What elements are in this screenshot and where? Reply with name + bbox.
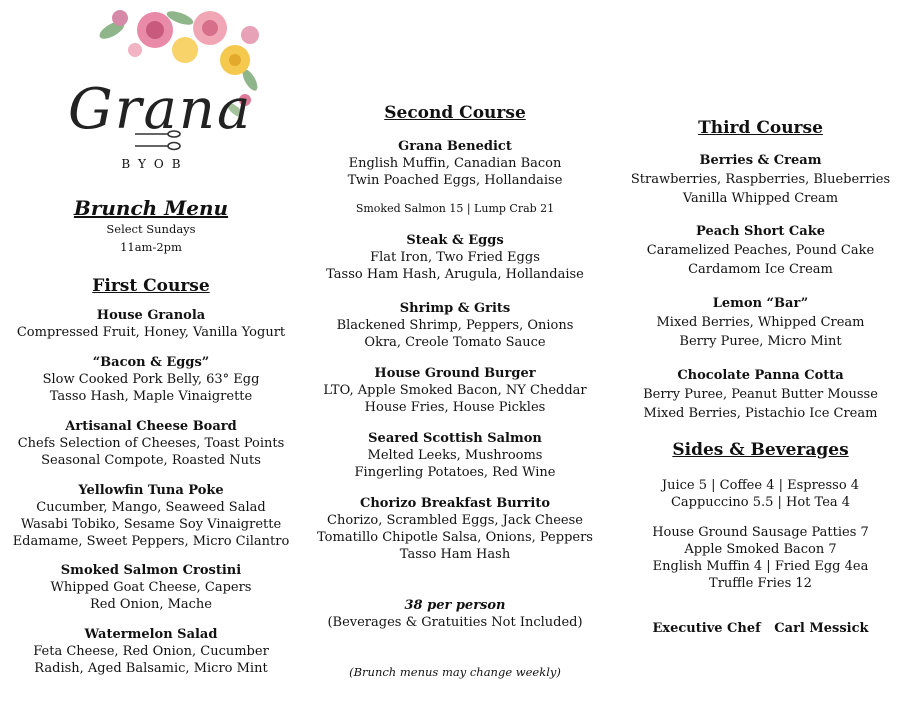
menu-item: Chocolate Panna Cotta Berry Puree, Peanut Butter Mousse Mixed Berries, Pistachio Ice Cream	[643, 368, 878, 421]
logo-subtitle: BYOB	[121, 157, 189, 171]
price-block: 38 per person (Beverages & Gratuities Not Included)	[327, 598, 583, 630]
sides-heading: Sides & Beverages	[672, 440, 849, 460]
third-course-heading: Third Course	[698, 118, 823, 138]
grana-logo	[60, 0, 275, 180]
menu-item: Seared Scottish Salmon Melted Leeks, Mushrooms Fingerling Potatoes, Red Wine	[354, 431, 556, 480]
brunch-days: Select Sundays	[106, 222, 196, 236]
menu-item: House Ground Burger LTO, Apple Smoked Bacon, NY Cheddar House Fries, House Pickles	[323, 366, 587, 415]
brunch-hours: 11am-2pm	[120, 240, 182, 254]
sides-list: House Ground Sausage Patties 7 Apple Smoked Bacon 7 English Muffin 4 | Fried Egg 4ea Truffle Fries 12	[652, 525, 869, 591]
benedict-addon: Smoked Salmon 15 | Lump Crab 21	[355, 202, 555, 215]
menu-item: Lemon “Bar” Mixed Berries, Whipped Cream Berry Puree, Micro Mint	[656, 296, 865, 349]
beverages-list: Juice 5 | Coffee 4 | Espresso 4 Cappuccino 5.5 | Hot Tea 4	[661, 478, 860, 510]
menu-item: Yellowfin Tuna Poke Cucumber, Mango, Seaweed Salad Wasabi Tobiko, Sesame Soy Vinaigrette Edamame, Sweet Peppers, Micro Cilantro	[12, 483, 290, 549]
flower-bouquet-icon	[60, 0, 275, 180]
second-course-heading: Second Course	[384, 103, 526, 123]
logo-script: Grana	[68, 77, 253, 142]
menu-item: Artisanal Cheese Board Chefs Selection of Cheeses, Toast Points Seasonal Compote, Roasted Nuts	[17, 419, 285, 468]
menu-item: House Granola Compressed Fruit, Honey, Vanilla Yogurt	[16, 308, 286, 340]
menu-item: Shrimp & Grits Blackened Shrimp, Peppers, Onions Okra, Creole Tomato Sauce	[336, 301, 574, 350]
menu-item: Berries & Cream Strawberries, Raspberries, Blueberries Vanilla Whipped Cream	[630, 153, 891, 206]
menu-item: Smoked Salmon Crostini Whipped Goat Cheese, Capers Red Onion, Mache	[50, 563, 252, 612]
first-course-heading: First Course	[92, 276, 210, 296]
footer-note: (Brunch menus may change weekly)	[349, 665, 561, 679]
menu-item: Grana Benedict English Muffin, Canadian Bacon Twin Poached Eggs, Hollandaise	[347, 139, 563, 188]
menu-item: Steak & Eggs Flat Iron, Two Fried Eggs Tasso Ham Hash, Arugula, Hollandaise	[326, 233, 584, 282]
executive-chef: Executive Chef Carl Messick	[652, 621, 869, 636]
menu-item: Watermelon Salad Feta Cheese, Red Onion, Cucumber Radish, Aged Balsamic, Micro Mint	[33, 627, 269, 676]
brunch-menu-title: Brunch Menu	[73, 196, 229, 220]
menu-item: Chorizo Breakfast Burrito Chorizo, Scrambled Eggs, Jack Cheese Tomatillo Chipotle Salsa, Onions, Peppers Tasso Ham Hash	[317, 496, 593, 562]
menu-item: Peach Short Cake Caramelized Peaches, Pound Cake Cardamom Ice Cream	[646, 224, 875, 277]
menu-item: “Bacon & Eggs” Slow Cooked Pork Belly, 63° Egg Tasso Hash, Maple Vinaigrette	[42, 355, 260, 404]
